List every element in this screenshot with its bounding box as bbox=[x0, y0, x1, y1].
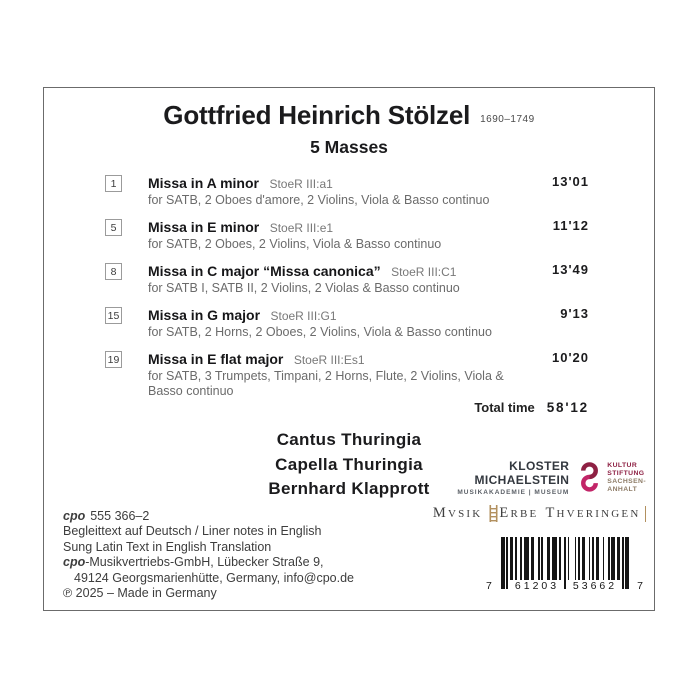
kloster-subtitle: MUSIKAKADEMIE | MUSEUM bbox=[457, 489, 570, 496]
barcode-digit-left: 7 bbox=[486, 580, 492, 592]
translation-line: Sung Latin Text in English Translation bbox=[63, 539, 272, 554]
musikerbe-word-erbe: ERBE bbox=[499, 505, 539, 521]
kloster-michaelstein-logo bbox=[457, 458, 646, 498]
track-row bbox=[105, 174, 589, 208]
track-catalog: StoeR III:a1 bbox=[269, 177, 333, 191]
track-row bbox=[105, 350, 589, 399]
track-number-box: 15 bbox=[105, 307, 122, 324]
gold-bar-icon bbox=[645, 506, 647, 522]
track-row bbox=[105, 262, 589, 296]
sachsen-line: SACHSEN- bbox=[607, 478, 646, 485]
track-number-box: 8 bbox=[105, 263, 122, 280]
barcode-digit-right: 7 bbox=[637, 580, 643, 592]
musik-erbe-thueringen-logo bbox=[433, 505, 646, 522]
track-scoring: for SATB I, SATB II, 2 Violins, 2 Violas & Basso continuo bbox=[148, 281, 460, 295]
track-info bbox=[148, 218, 541, 252]
kloster-wordmark bbox=[457, 460, 569, 496]
track-duration: 11'12 bbox=[552, 218, 589, 233]
track-catalog: StoeR III:C1 bbox=[391, 265, 457, 279]
track-catalog: StoeR III:Es1 bbox=[293, 353, 365, 367]
address-line-2: 49124 Georgsmarienhütte, Germany, info@cpo.de bbox=[74, 570, 354, 585]
track-row bbox=[105, 218, 589, 252]
track-duration: 9'13 bbox=[560, 306, 589, 321]
address-text: -Musikvertriebs-GmbH, Lübecker Straße 9, bbox=[85, 555, 324, 570]
barcode bbox=[486, 537, 643, 593]
track-title: Missa in E minor bbox=[148, 219, 260, 235]
track-info bbox=[148, 306, 548, 340]
track-number-box: 1 bbox=[105, 175, 122, 192]
catalog-number-line bbox=[63, 509, 354, 524]
track-title: Missa in C major “Missa canonica” bbox=[148, 263, 381, 279]
track-title: Missa in A minor bbox=[148, 175, 259, 191]
catalog-number: 555 366–2 bbox=[90, 509, 150, 523]
musikerbe-word-thueringen: THVERINGEN bbox=[545, 505, 641, 521]
album-header bbox=[44, 100, 654, 158]
copyright-line: ℗ 2025 – Made in Germany bbox=[63, 586, 217, 601]
track-scoring: for SATB, 3 Trumpets, Timpani, 2 Horns, Flute, 2 Violins, Viola & Basso continuo bbox=[148, 369, 504, 398]
track-title-line bbox=[148, 174, 540, 193]
track-scoring: for SATB, 2 Oboes, 2 Violins, Viola & Basso continuo bbox=[148, 237, 442, 251]
kulturstiftung-s-icon bbox=[577, 458, 602, 498]
track-title: Missa in E flat major bbox=[148, 351, 284, 367]
track-title: Missa in G major bbox=[148, 307, 261, 323]
kloster-line1: KLOSTER bbox=[509, 459, 570, 473]
album-title: 5 Masses bbox=[310, 137, 388, 157]
performer-ensemble: Capella Thuringia bbox=[275, 454, 423, 474]
track-info bbox=[148, 350, 540, 399]
track-list bbox=[105, 174, 589, 409]
composer-row bbox=[44, 100, 654, 131]
track-scoring: for SATB, 2 Horns, 2 Oboes, 2 Violins, Viola & Basso continuo bbox=[148, 325, 492, 339]
cd-back-cover bbox=[43, 87, 655, 611]
track-title-line bbox=[148, 218, 541, 237]
track-title-line bbox=[148, 350, 540, 369]
address-line-1 bbox=[63, 555, 354, 570]
barcode-digit-group2: 53662 bbox=[568, 580, 622, 593]
cpo-brand: cpo bbox=[63, 555, 86, 570]
anhalt-line: ANHALT bbox=[607, 486, 638, 494]
track-number-box: 5 bbox=[105, 219, 122, 236]
track-catalog: StoeR III:e1 bbox=[269, 221, 334, 235]
track-row bbox=[105, 306, 589, 340]
track-number-box: 19 bbox=[105, 351, 122, 368]
track-duration: 13'49 bbox=[551, 262, 589, 277]
track-title-line bbox=[148, 262, 540, 281]
track-catalog: StoeR III:G1 bbox=[270, 309, 337, 323]
track-info bbox=[148, 174, 540, 208]
barcode-digit-group1: 61203 bbox=[510, 580, 564, 593]
total-time-label: Total time bbox=[474, 400, 535, 415]
musikerbe-word-musik: MVSIK bbox=[432, 505, 483, 521]
composer-dates: 1690–1749 bbox=[480, 114, 535, 125]
ladder-icon bbox=[489, 505, 498, 522]
publisher-block bbox=[63, 509, 354, 601]
track-title-line bbox=[148, 306, 548, 325]
performer-conductor: Bernhard Klapprott bbox=[268, 479, 430, 498]
stiftung-line: STIFTUNG bbox=[607, 469, 645, 477]
track-duration: 10'20 bbox=[551, 350, 589, 365]
liner-notes-line: Begleittext auf Deutsch / Liner notes in English bbox=[63, 524, 322, 539]
track-duration: 13'01 bbox=[551, 174, 589, 189]
total-time-value: 58'12 bbox=[546, 400, 589, 415]
total-time-row bbox=[474, 400, 589, 415]
track-info bbox=[148, 262, 540, 296]
composer-name: Gottfried Heinrich Stölzel bbox=[163, 100, 471, 130]
cpo-brand: cpo bbox=[63, 509, 86, 523]
kloster-line2: MICHAELSTEIN bbox=[474, 472, 570, 487]
kulturstiftung-wordmark bbox=[607, 462, 646, 495]
track-scoring: for SATB, 2 Oboes d'amore, 2 Violins, Viola & Basso continuo bbox=[148, 193, 490, 207]
performer-ensemble: Cantus Thuringia bbox=[276, 430, 422, 449]
kultur-line: KULTUR bbox=[607, 461, 638, 469]
